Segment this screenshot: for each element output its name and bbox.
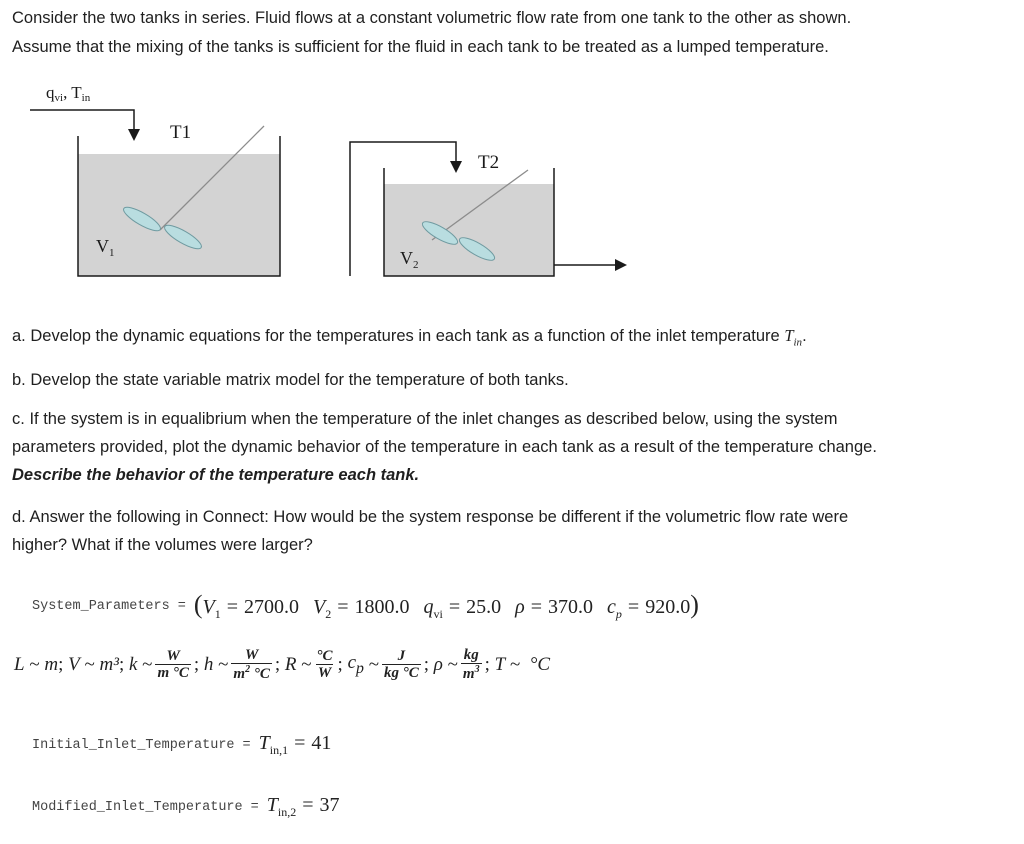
intro-line-1: Consider the two tanks in series. Fluid flows at a constant volumetric flow rate from one tank to the other as shown. [12,9,852,27]
qvi-value: 25.0 [466,596,502,618]
v2-value: 1800.0 [354,596,410,618]
v1-label: $V_1$ [96,236,115,259]
v2-label: $V_2$ [400,248,419,271]
modified-inlet-temperature-label: Modified_Inlet_Temperature [32,799,243,815]
system-parameters-line: System_Parameters = ($V_1 = 2700.0$ $V_2 = 1800.0$ $q_{vi} = 25.0$ ρ = 370.0 $c_p = 920.0$) [32,590,699,621]
unit-k: $\frac{W}{m ^\circ C}$ [157,648,189,681]
system-parameters-label: System_Parameters [32,598,170,614]
tank-1-label: T1 [170,122,192,143]
tank-2-label: T2 [478,152,500,173]
question-d-letter: d. [12,508,26,526]
units-line: L ~ m ; V ~ m³ ; k ~ $\frac{W}{m ^\circ C}$ ; h ~ $\frac{W}{m^2 ^\circ C}$ ; R ~ $\frac{^\circ C}{W}$ ; $c_p$ ~ $\frac{J}{kg ^\circ C}$ ; ρ ~ $\frac{kg}{m^3}$ ; T ~ °C [14,647,551,682]
inlet-arrow [30,110,134,138]
initial-inlet-temperature-label: Initial_Inlet_Temperature [32,737,235,753]
modified-inlet-temperature-value: 37 [319,794,340,816]
unit-length: m [44,654,59,675]
initial-inlet-temperature-value: 41 [311,732,332,754]
question-d-line-2: higher? What if the volumes were larger? [12,536,313,554]
question-d-line-1: Answer the following in Connect: How would be the system response be different if the volumetric flow rate were [29,508,849,526]
rho-value: 370.0 [548,596,594,618]
unit-volume: m³ [99,654,119,675]
v1-value: 2700.0 [244,596,300,618]
unit-rho: $\frac{kg}{m^3}$ [462,647,480,682]
cp-value: 920.0 [645,596,691,618]
question-b [12,366,1012,394]
unit-h: $\frac{W}{m^2 ^\circ C}$ [233,647,270,682]
problem-intro [12,4,1012,62]
modified-inlet-temperature-line: Modified_Inlet_Temperature = $T_{in,2} = 37$ [32,794,340,819]
inlet-label: qvi, Tin [46,83,91,104]
question-b-letter: b. [12,371,26,389]
question-a-text: Develop the dynamic equations for the temperatures in each tank as a function of the inlet temperature [30,327,785,345]
question-c [12,405,1012,489]
question-a-letter: a. [12,327,26,345]
question-c-line-2: parameters provided, plot the dynamic behavior of the temperature in each tank as a result of the temperature change. [12,438,877,456]
t-in-symbol: $T_{in}$ [784,326,803,349]
unit-cp: $\frac{J}{kg ^\circ C}$ [383,648,419,681]
question-c-bold: Describe the behavior of the temperature each tank. [12,466,420,484]
unit-r: $\frac{^\circ C}{W}$ [316,648,333,681]
system-parameters-values: ($V_1 = 2700.0$ $V_2 = 1800.0$ $q_{vi} = 25.0$ ρ = 370.0 $c_p = 920.0$) [193,590,699,621]
unit-temperature: °C [529,654,551,675]
question-c-letter: c. [12,410,25,428]
question-c-line-1: If the system is in equalibrium when the temperature of the inlet changes as described below, using the system [29,410,838,428]
question-a: a. Develop the dynamic equations for the temperatures in each tank as a function of the inlet temperature $T_{in}$. [12,326,807,349]
two-tank-diagram [20,78,640,298]
intro-line-2: Assume that the mixing of the tanks is sufficient for the fluid in each tank to be treated as a lumped temperature. [12,38,829,56]
initial-inlet-temperature-line: Initial_Inlet_Temperature = $T_{in,1} = 41$ [32,732,332,757]
question-d [12,503,1012,559]
question-b-text: Develop the state variable matrix model for the temperature of both tanks. [30,371,569,389]
